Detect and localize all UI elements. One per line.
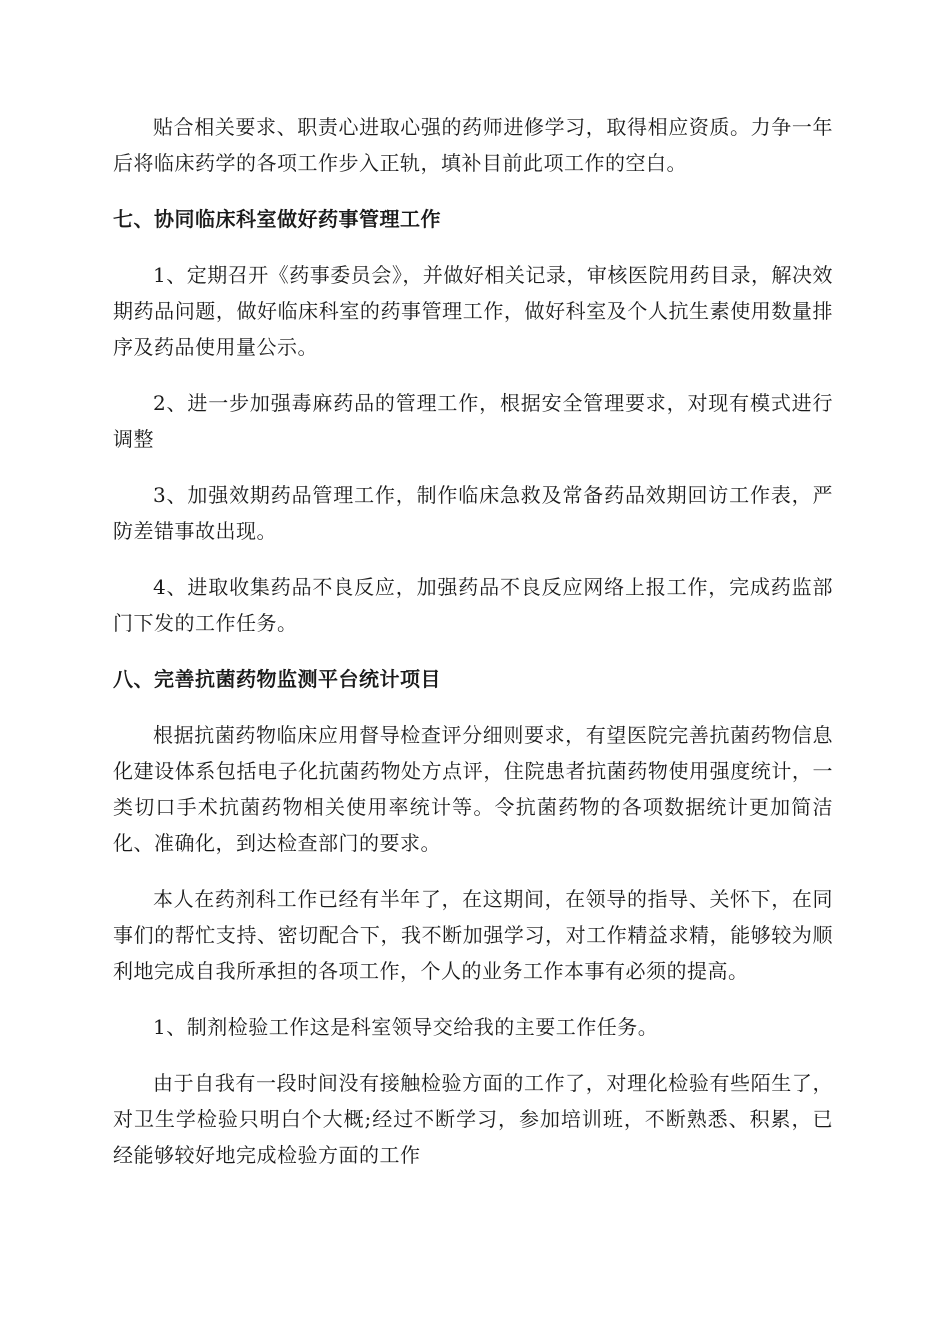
paragraph: 1、制剂检验工作这是科室领导交给我的主要工作任务。 (153, 1015, 659, 1039)
paragraph: 3、加强效期药品管理工作，制作临床急救及常备药品效期回访工作表，严防差错事故出现。 (113, 483, 833, 543)
paragraph: 2、进一步加强毒麻药品的管理工作，根据安全管理要求，对现有模式进行调整 (113, 391, 833, 451)
section-heading-8: 八、完善抗菌药物监测平台统计项目 (113, 667, 441, 691)
paragraph: 本人在药剂科工作已经有半年了，在这期间，在领导的指导、关怀下，在同事们的帮忙支持、密切配合下，我不断加强学习，对工作精益求精，能够较为顺利地完成自我所承担的各项工作，个人的业务工作本事有必须的提高。 (113, 887, 833, 983)
section-heading-7: 七、协同临床科室做好药事管理工作 (113, 207, 441, 231)
paragraph: 贴合相关要求、职责心进取心强的药师进修学习，取得相应资质。力争一年后将临床药学的各项工作步入正轨，填补目前此项工作的空白。 (113, 115, 833, 175)
paragraph: 1、定期召开《药事委员会》，并做好相关记录，审核医院用药目录，解决效期药品问题，做好临床科室的药事管理工作，做好科室及个人抗生素使用数量排序及药品使用量公示。 (113, 263, 833, 359)
paragraph: 4、进取收集药品不良反应，加强药品不良反应网络上报工作，完成药监部门下发的工作任务。 (113, 575, 833, 635)
paragraph: 根据抗菌药物临床应用督导检查评分细则要求，有望医院完善抗菌药物信息化建设体系包括电子化抗菌药物处方点评，住院患者抗菌药物使用强度统计，一类切口手术抗菌药物相关使用率统计等。令抗菌药物的各项数据统计更加简洁化、准确化，到达检查部门的要求。 (113, 723, 833, 855)
document-body (113, 109, 833, 1193)
paragraph: 由于自我有一段时间没有接触检验方面的工作了，对理化检验有些陌生了，对卫生学检验只明白个大概;经过不断学习，参加培训班，不断熟悉、积累，已经能够较好地完成检验方面的工作 (113, 1071, 833, 1167)
